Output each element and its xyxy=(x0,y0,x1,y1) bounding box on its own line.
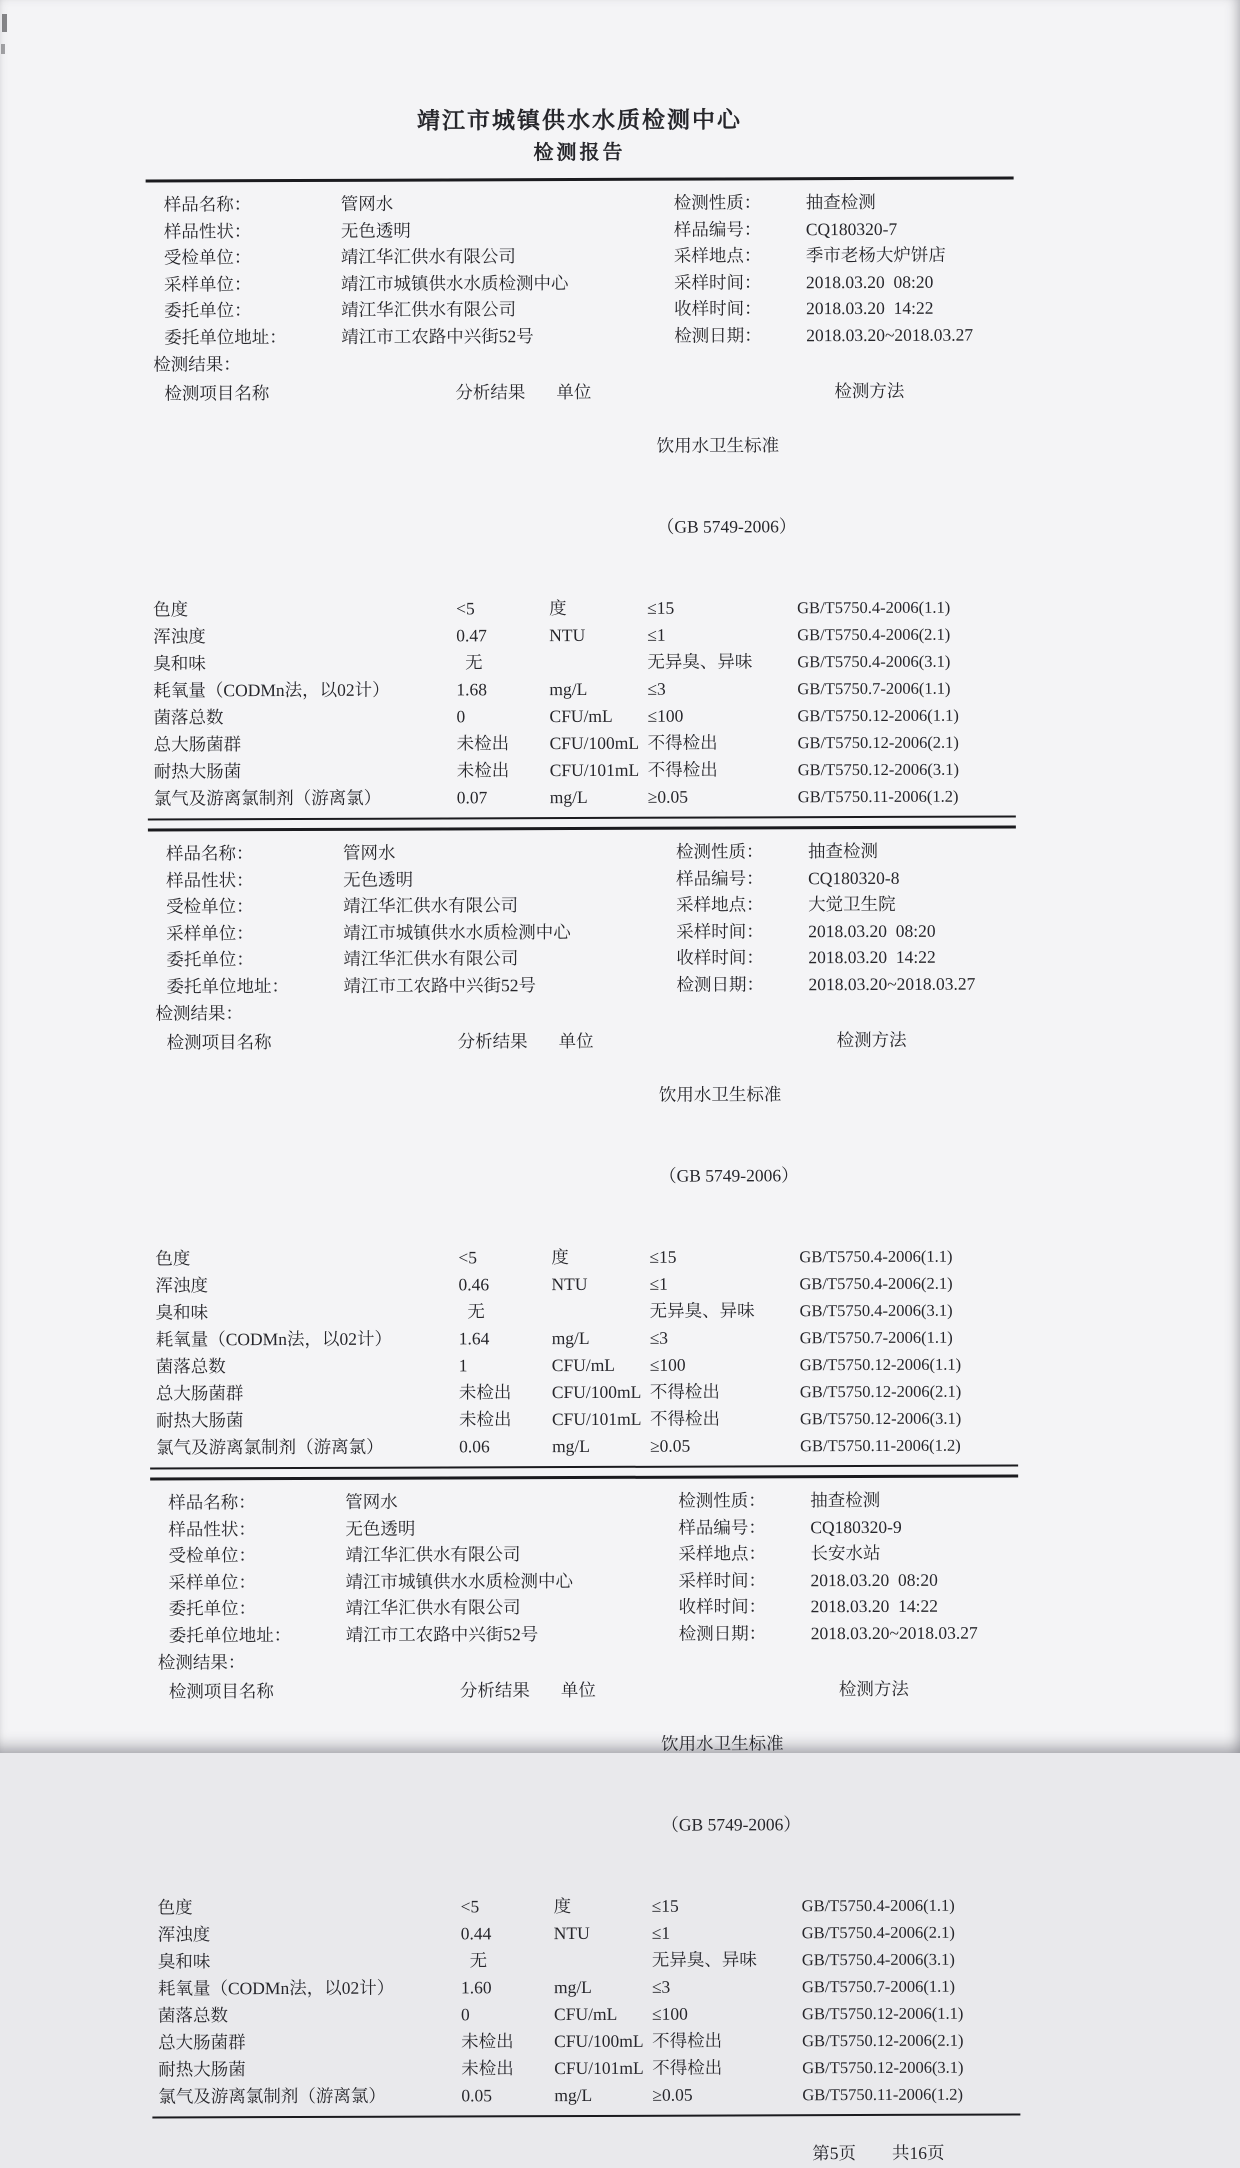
report-section xyxy=(148,837,1018,1480)
cell-item: 浑浊度 xyxy=(157,1924,211,1945)
info-value: 靖江市工农路中兴街52号 xyxy=(343,974,536,996)
info-value: 2018.03.20 08:20 xyxy=(810,1569,938,1590)
info-label: 检测日期： xyxy=(674,324,762,346)
info-label: 检测日期： xyxy=(676,973,764,995)
info-value: 靖江市城镇供水水质检测中心 xyxy=(343,921,571,943)
col-header-standard xyxy=(646,378,797,595)
cell-standard: ≤1 xyxy=(647,624,666,645)
col-header-unit: 单位 xyxy=(560,1679,596,1701)
table-header-row xyxy=(146,377,1015,596)
table-row xyxy=(152,1891,1020,1921)
cell-standard: ≥0.05 xyxy=(647,786,689,807)
results-table xyxy=(149,1026,1019,1469)
info-value: 2018.03.20 08:20 xyxy=(808,920,936,941)
cell-unit: CFU/101mL xyxy=(551,1408,642,1430)
cell-result: <5 xyxy=(460,1896,480,1917)
cell-item: 臭和味 xyxy=(155,1302,209,1323)
info-value: 靖江华汇供水有限公司 xyxy=(340,246,516,267)
cell-standard: ≤100 xyxy=(651,2003,688,2024)
cell-unit: mg/L xyxy=(551,1327,590,1349)
cell-item: 臭和味 xyxy=(157,1951,211,1972)
cell-unit: CFU/mL xyxy=(553,2003,618,2025)
title-divider xyxy=(146,176,1014,182)
cell-item: 菌落总数 xyxy=(153,707,224,728)
results-label: 检测结果： xyxy=(153,354,241,375)
cell-item: 总大肠菌群 xyxy=(158,2032,246,2053)
table-row xyxy=(150,1296,1018,1326)
cell-result: 0.05 xyxy=(461,2085,492,2106)
cell-standard: ≤1 xyxy=(649,1273,668,1294)
info-label: 采样时间： xyxy=(676,920,764,942)
info-label: 样品性状： xyxy=(163,220,252,241)
cell-method: GB/T5750.4-2006(2.1) xyxy=(801,1922,955,1943)
cell-method: GB/T5750.4-2006(3.1) xyxy=(801,1949,955,1970)
cell-item: 耐热大肠菌 xyxy=(155,1410,244,1431)
info-label: 检测性质： xyxy=(675,841,764,862)
cell-method: GB/T5750.11-2006(1.2) xyxy=(797,786,959,807)
table-row xyxy=(147,674,1015,704)
cell-item: 氯气及游离氯制剂（游离氯） xyxy=(156,1436,384,1458)
col-header-method: 检测方法 xyxy=(834,380,905,402)
info-value: 抽查检测 xyxy=(805,191,876,213)
cell-result: 1.60 xyxy=(460,1977,492,1998)
cell-method: GB/T5750.12-2006(2.1) xyxy=(802,2030,964,2051)
table-row xyxy=(149,1242,1017,1272)
info-value: 靖江市工农路中兴街52号 xyxy=(341,325,534,347)
standard-header-line2: （GB 5749-2006） xyxy=(656,516,797,537)
cell-item: 色度 xyxy=(153,599,189,620)
page-number: 第5页 xyxy=(812,2143,857,2164)
col-header-result: 分析结果 xyxy=(457,1031,528,1052)
col-header-item: 检测项目名称 xyxy=(166,1032,272,1053)
col-header-unit: 单位 xyxy=(556,381,592,403)
info-label: 委托单位地址： xyxy=(166,975,289,996)
col-header-result: 分析结果 xyxy=(455,382,526,403)
info-label: 委托单位： xyxy=(168,1598,257,1619)
table-row xyxy=(152,2080,1020,2110)
cell-unit: CFU/mL xyxy=(551,1354,616,1376)
info-value: 大觉卫生院 xyxy=(808,893,896,915)
table-row xyxy=(152,1999,1020,2029)
info-value: 靖江华汇供水有限公司 xyxy=(343,948,519,969)
cell-method: GB/T5750.11-2006(1.2) xyxy=(800,1435,961,1456)
cell-standard: 无异臭、异味 xyxy=(651,1949,757,1970)
cell-result: 0.44 xyxy=(460,1923,492,1944)
cell-unit: CFU/101mL xyxy=(554,2057,644,2079)
table-row xyxy=(148,782,1016,812)
table-row xyxy=(147,647,1015,677)
cell-unit: NTU xyxy=(551,1273,588,1295)
cell-method: GB/T5750.4-2006(1.1) xyxy=(797,597,951,618)
cell-unit: mg/L xyxy=(553,1976,592,1998)
cell-unit: 度 xyxy=(553,1896,572,1917)
cell-unit: CFU/100mL xyxy=(551,1381,642,1403)
cell-unit: mg/L xyxy=(549,786,588,808)
info-label: 采样地点： xyxy=(676,894,764,915)
cell-standard: 不得检出 xyxy=(649,1381,720,1402)
results-table xyxy=(151,1675,1021,2118)
cell-result: 0 xyxy=(460,2004,470,2025)
cell-standard: 无异臭、异味 xyxy=(649,1300,755,1321)
cell-item: 浑浊度 xyxy=(155,1275,209,1296)
cell-unit: CFU/101mL xyxy=(549,759,640,781)
cell-result: <5 xyxy=(456,598,475,619)
cell-result: <5 xyxy=(458,1247,478,1268)
cell-unit xyxy=(550,1298,650,1325)
info-label: 委托单位： xyxy=(164,300,252,321)
cell-standard: ≤15 xyxy=(647,597,675,618)
scan-artifact xyxy=(1,44,5,54)
info-label: 委托单位地址： xyxy=(168,1624,292,1645)
col-header-method: 检测方法 xyxy=(838,1678,909,1700)
cell-method: GB/T5750.12-2006(2.1) xyxy=(799,1381,962,1402)
report-subtitle: 检测报告 xyxy=(533,141,626,165)
table-row xyxy=(152,1972,1020,2002)
info-label: 采样单位： xyxy=(163,273,252,294)
cell-method: GB/T5750.4-2006(2.1) xyxy=(797,624,951,645)
info-label: 采样地点： xyxy=(673,245,762,266)
cell-result: 未检出 xyxy=(458,1382,512,1403)
cell-unit: NTU xyxy=(553,1922,590,1944)
cell-method: GB/T5750.12-2006(1.1) xyxy=(801,2003,964,2024)
cell-item: 耐热大肠菌 xyxy=(158,2059,246,2080)
info-value: CQ180320-8 xyxy=(808,867,900,888)
info-label: 检测日期： xyxy=(678,1622,767,1644)
info-value: 无色透明 xyxy=(343,869,414,890)
cell-item: 色度 xyxy=(155,1248,191,1269)
cell-item: 氯气及游离氯制剂（游离氯） xyxy=(153,787,382,809)
info-value: CQ180320-9 xyxy=(810,1516,902,1537)
table-row xyxy=(150,1377,1018,1407)
report-section xyxy=(146,188,1016,831)
table-row xyxy=(152,1918,1020,1948)
cell-unit: NTU xyxy=(549,624,586,646)
cell-item: 浑浊度 xyxy=(153,626,206,647)
cell-result: 1.64 xyxy=(458,1328,490,1349)
info-value: 抽查检测 xyxy=(810,1489,881,1511)
cell-unit: 度 xyxy=(551,1247,569,1268)
cell-item: 耗氧量（CODMn法，以02计） xyxy=(155,1328,392,1350)
col-header-item: 检测项目名称 xyxy=(168,1681,274,1702)
table-row xyxy=(150,1323,1018,1353)
cell-item: 耐热大肠菌 xyxy=(153,761,242,782)
table-row xyxy=(147,593,1015,623)
table-row xyxy=(152,2026,1020,2056)
info-value: 靖江华汇供水有限公司 xyxy=(345,1597,521,1618)
table-row xyxy=(152,1945,1020,1975)
cell-item: 菌落总数 xyxy=(157,2005,229,2026)
cell-result: 0 xyxy=(456,706,466,727)
cell-result: 1 xyxy=(458,1355,468,1376)
results-label: 检测结果： xyxy=(155,1003,244,1024)
cell-unit: CFU/100mL xyxy=(554,2030,644,2052)
page-total: 共16页 xyxy=(891,2142,945,2163)
info-value: 2018.03.20~2018.03.27 xyxy=(810,1622,978,1643)
standard-header-line2: （GB 5749-2006） xyxy=(659,1165,799,1186)
cell-unit: CFU/mL xyxy=(549,705,613,727)
standard-header-line1: 饮用水卫生标准 xyxy=(658,1084,782,1105)
table-row xyxy=(148,755,1016,785)
table-header-row xyxy=(151,1675,1020,1894)
info-label: 样品名称： xyxy=(165,843,254,864)
info-label: 采样时间： xyxy=(673,271,762,293)
cell-method: GB/T5750.4-2006(3.1) xyxy=(799,1300,953,1321)
info-value: 2018.03.20 08:20 xyxy=(805,271,934,292)
cell-standard: ≥0.05 xyxy=(650,1435,691,1456)
cell-unit: CFU/100mL xyxy=(549,732,640,754)
standard-header-line1: 饮用水卫生标准 xyxy=(656,435,780,456)
cell-result: 0.47 xyxy=(456,625,487,646)
table-header-row xyxy=(149,1026,1018,1245)
info-label: 收样时间： xyxy=(678,1596,767,1617)
info-value: 管网水 xyxy=(340,193,394,214)
cell-standard: 不得检出 xyxy=(652,2057,723,2078)
info-label: 采样地点： xyxy=(678,1543,766,1564)
cell-unit xyxy=(547,649,647,676)
cell-result: 0.07 xyxy=(456,787,488,808)
table-row xyxy=(147,701,1015,731)
cell-method: GB/T5750.7-2006(1.1) xyxy=(799,1327,953,1348)
info-value: 靖江华汇供水有限公司 xyxy=(345,1544,521,1565)
cell-standard: 不得检出 xyxy=(652,2030,723,2051)
cell-item: 臭和味 xyxy=(153,653,206,674)
scan-artifact xyxy=(2,14,7,32)
cell-result: 0.46 xyxy=(458,1274,490,1295)
cell-item: 总大肠菌群 xyxy=(155,1383,244,1404)
cell-standard: 不得检出 xyxy=(649,1408,720,1429)
cell-method: GB/T5750.12-2006(1.1) xyxy=(799,1354,962,1375)
standard-header-line1: 饮用水卫生标准 xyxy=(661,1733,784,1754)
info-value: 靖江华汇供水有限公司 xyxy=(343,895,519,916)
info-value: 无色透明 xyxy=(340,220,411,241)
info-value: 季市老杨大炉饼店 xyxy=(805,244,946,266)
info-value: 长安水站 xyxy=(810,1542,881,1564)
info-value: 靖江市城镇供水水质检测中心 xyxy=(340,272,569,294)
info-label: 委托单位： xyxy=(166,949,254,970)
info-value: 2018.03.20 14:22 xyxy=(810,1595,939,1617)
cell-method: GB/T5750.4-2006(3.1) xyxy=(797,651,951,672)
cell-standard: 无异臭、异味 xyxy=(647,651,753,672)
report-section xyxy=(150,1486,1020,2118)
sample-info xyxy=(148,837,1017,999)
table-row xyxy=(150,1350,1018,1380)
cell-method: GB/T5750.7-2006(1.1) xyxy=(797,678,951,699)
cell-standard: 不得检出 xyxy=(647,759,718,780)
info-label: 采样单位： xyxy=(166,922,254,943)
results-table xyxy=(146,377,1016,820)
info-value: 2018.03.20~2018.03.27 xyxy=(808,973,976,994)
cell-result: 未检出 xyxy=(461,2058,514,2079)
col-header-method: 检测方法 xyxy=(836,1029,907,1051)
info-label: 样品性状： xyxy=(168,1518,256,1539)
page-title: 靖江市城镇供水水质检测中心 xyxy=(416,107,742,134)
cell-method: GB/T5750.4-2006(1.1) xyxy=(799,1246,953,1267)
cell-result: 未检出 xyxy=(456,733,510,754)
info-label: 委托单位地址： xyxy=(164,326,287,347)
table-row xyxy=(148,728,1016,758)
cell-method: GB/T5750.12-2006(2.1) xyxy=(797,732,959,753)
cell-standard: ≤100 xyxy=(649,1354,686,1375)
info-label: 检测性质： xyxy=(678,1490,766,1511)
cell-unit: mg/L xyxy=(552,1435,591,1457)
cell-result: 无 xyxy=(458,1301,485,1322)
table-row xyxy=(150,1431,1018,1461)
info-label: 受检单位： xyxy=(166,896,254,917)
cell-method: GB/T5750.12-2006(1.1) xyxy=(797,705,959,726)
cell-standard: 不得检出 xyxy=(647,732,718,753)
cell-result: 未检出 xyxy=(456,760,510,781)
cell-standard: ≤3 xyxy=(649,1327,669,1348)
cell-item: 耗氧量（CODMn法，以02计） xyxy=(153,679,390,701)
col-header-unit: 单位 xyxy=(558,1030,594,1052)
page-footer xyxy=(152,2139,1020,2167)
table-row xyxy=(152,2053,1020,2083)
info-value: 2018.03.20~2018.03.27 xyxy=(806,324,974,345)
cell-standard: ≤15 xyxy=(649,1246,677,1267)
info-value: 无色透明 xyxy=(345,1518,416,1539)
cell-standard: ≤1 xyxy=(651,1922,671,1943)
info-label: 采样时间： xyxy=(678,1569,767,1591)
standard-header-line2: （GB 5749-2006） xyxy=(661,1814,801,1835)
info-label: 样品名称： xyxy=(168,1492,256,1513)
info-label: 样品性状： xyxy=(166,869,254,890)
info-label: 收样时间： xyxy=(674,298,762,319)
col-header-standard xyxy=(651,1676,802,1893)
info-value: 抽查检测 xyxy=(807,840,879,862)
cell-method: GB/T5750.12-2006(3.1) xyxy=(797,759,960,780)
info-label: 样品编号： xyxy=(678,1516,766,1538)
cell-result: 无 xyxy=(456,652,483,673)
cell-item: 耗氧量（CODMn法，以02计） xyxy=(157,1977,395,1999)
cell-item: 氯气及游离氯制剂（游离氯） xyxy=(158,2085,386,2107)
info-label: 样品名称： xyxy=(163,194,252,215)
cell-method: GB/T5750.4-2006(1.1) xyxy=(801,1895,955,1916)
cell-unit: mg/L xyxy=(549,678,588,700)
info-label: 采样单位： xyxy=(168,1571,257,1592)
info-label: 样品编号： xyxy=(676,867,764,889)
cell-result: 0.06 xyxy=(459,1436,490,1457)
info-label: 受检单位： xyxy=(163,247,252,268)
cell-method: GB/T5750.12-2006(3.1) xyxy=(802,2057,964,2078)
cell-unit xyxy=(552,1947,652,1974)
cell-result: 1.68 xyxy=(456,679,488,700)
info-value: 靖江华汇供水有限公司 xyxy=(341,299,517,320)
cell-standard: ≤3 xyxy=(647,678,666,699)
cell-standard: ≤15 xyxy=(651,1895,679,1916)
info-value: 管网水 xyxy=(345,1491,398,1512)
cell-method: GB/T5750.4-2006(2.1) xyxy=(799,1273,953,1294)
info-label: 收样时间： xyxy=(676,947,764,968)
results-label: 检测结果： xyxy=(157,1652,246,1673)
table-row xyxy=(149,1269,1017,1299)
cell-item: 菌落总数 xyxy=(155,1356,226,1377)
cell-standard: ≤3 xyxy=(651,1976,671,1997)
cell-unit: mg/L xyxy=(554,2084,593,2106)
cell-method: GB/T5750.11-2006(1.2) xyxy=(802,2084,964,2105)
cell-item: 色度 xyxy=(157,1897,193,1918)
col-header-result: 分析结果 xyxy=(459,1680,530,1701)
report-sections xyxy=(146,188,1021,2118)
info-value: 管网水 xyxy=(342,842,396,863)
cell-unit: 度 xyxy=(549,598,567,619)
report-content xyxy=(145,0,1021,2168)
info-value: 靖江市城镇供水水质检测中心 xyxy=(345,1570,574,1592)
info-label: 样品编号： xyxy=(673,218,762,240)
col-header-standard xyxy=(649,1027,800,1244)
sample-info xyxy=(146,188,1015,350)
info-label: 检测性质： xyxy=(673,192,762,213)
sample-info xyxy=(150,1486,1019,1648)
cell-result: 未检出 xyxy=(458,1409,512,1430)
cell-result: 无 xyxy=(460,1950,488,1971)
cell-item: 总大肠菌群 xyxy=(153,734,242,755)
cell-method: GB/T5750.7-2006(1.1) xyxy=(801,1976,956,1997)
cell-result: 未检出 xyxy=(461,2031,514,2052)
info-label: 受检单位： xyxy=(168,1545,256,1566)
col-header-item: 检测项目名称 xyxy=(164,383,270,404)
info-value: 靖江市工农路中兴街52号 xyxy=(345,1623,539,1645)
info-value: 2018.03.20 14:22 xyxy=(808,946,936,968)
info-value: 2018.03.20 14:22 xyxy=(806,297,934,319)
cell-method: GB/T5750.12-2006(3.1) xyxy=(799,1408,962,1429)
table-row xyxy=(147,620,1015,650)
cell-standard: ≤100 xyxy=(647,705,684,726)
cell-standard: ≥0.05 xyxy=(652,2084,693,2105)
table-row xyxy=(150,1404,1018,1434)
info-value: CQ180320-7 xyxy=(805,218,898,239)
